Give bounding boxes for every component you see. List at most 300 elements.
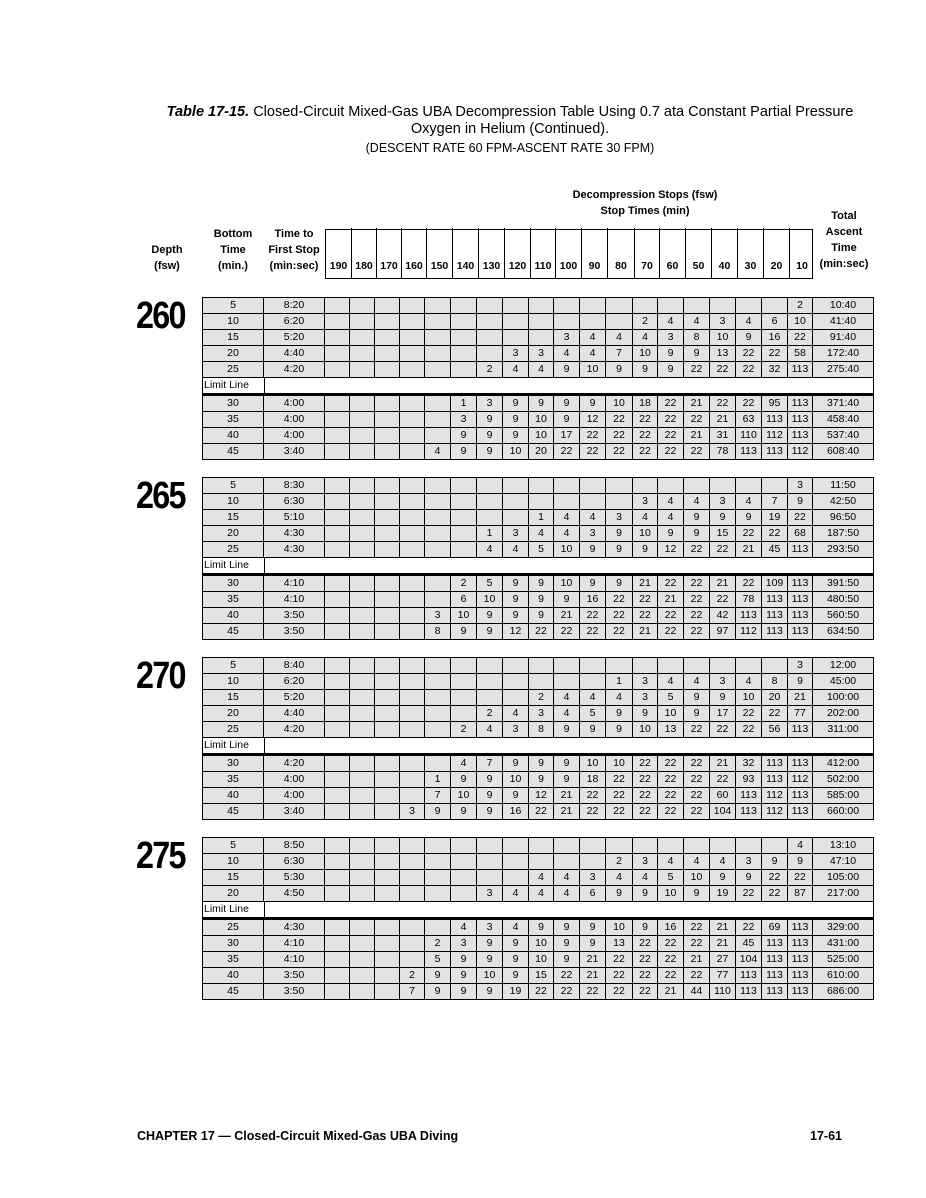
stop-time-cell: 22 bbox=[606, 444, 633, 460]
stop-time-cell: 21 bbox=[710, 936, 736, 952]
stop-time-cell: 3 bbox=[477, 920, 503, 936]
bottom-time-cell: 20 bbox=[202, 346, 264, 362]
stop-time-cell: 112 bbox=[762, 804, 788, 820]
stop-time-cell bbox=[503, 854, 529, 870]
total-time-cell: 412:00 bbox=[813, 756, 874, 772]
stop-depth-190: 190 bbox=[329, 260, 348, 272]
stop-time-cell bbox=[425, 494, 451, 510]
bottom-time-cell: 5 bbox=[202, 657, 264, 674]
stop-time-cell: 113 bbox=[762, 624, 788, 640]
stop-time-cell: 22 bbox=[580, 804, 606, 820]
stop-time-cell: 3 bbox=[580, 870, 606, 886]
stop-time-cell: 9 bbox=[554, 592, 580, 608]
stop-time-cell: 9 bbox=[529, 756, 554, 772]
stop-time-cell: 113 bbox=[762, 756, 788, 772]
stop-time-cell bbox=[400, 412, 425, 428]
stop-time-cell: 9 bbox=[477, 804, 503, 820]
stop-time-cell: 9 bbox=[658, 362, 684, 378]
bottom-time-cell: 35 bbox=[202, 412, 264, 428]
stop-time-cell: 4 bbox=[529, 886, 554, 902]
stop-time-cell: 4 bbox=[736, 314, 762, 330]
stop-time-cell: 9 bbox=[554, 412, 580, 428]
stop-time-cell bbox=[375, 608, 400, 624]
stop-time-cell bbox=[658, 657, 684, 674]
stop-time-cell: 112 bbox=[762, 788, 788, 804]
stop-time-cell bbox=[350, 576, 375, 592]
stop-time-cell: 9 bbox=[451, 952, 477, 968]
stop-time-cell bbox=[736, 657, 762, 674]
total-time-cell: 275:40 bbox=[813, 362, 874, 378]
stop-time-cell: 3 bbox=[400, 804, 425, 820]
stop-time-cell bbox=[375, 804, 400, 820]
stop-time-cell bbox=[633, 657, 658, 674]
stop-time-cell bbox=[477, 297, 503, 314]
stop-time-cell: 9 bbox=[762, 854, 788, 870]
stop-time-cell: 12 bbox=[580, 412, 606, 428]
stop-time-cell: 9 bbox=[503, 936, 529, 952]
stop-time-cell bbox=[580, 494, 606, 510]
first-stop-cell: 6:30 bbox=[264, 494, 325, 510]
stop-time-cell bbox=[503, 657, 529, 674]
stop-time-cell: 22 bbox=[606, 428, 633, 444]
table-row bbox=[202, 428, 874, 444]
stop-time-cell: 12 bbox=[503, 624, 529, 640]
stop-time-cell: 56 bbox=[762, 722, 788, 738]
stop-time-cell: 2 bbox=[477, 706, 503, 722]
stop-time-cell: 10 bbox=[580, 362, 606, 378]
stop-time-cell: 9 bbox=[554, 722, 580, 738]
first-stop-cell: 3:50 bbox=[264, 624, 325, 640]
total-time-cell: 686:00 bbox=[813, 984, 874, 1000]
bottom-time-cell: 40 bbox=[202, 608, 264, 624]
stop-time-cell: 5 bbox=[425, 952, 451, 968]
stop-time-cell bbox=[325, 592, 350, 608]
first-stop-cell: 8:50 bbox=[264, 837, 325, 854]
stop-time-cell bbox=[503, 510, 529, 526]
stop-time-cell: 4 bbox=[684, 854, 710, 870]
stop-time-cell: 9 bbox=[503, 968, 529, 984]
table-title: Closed-Circuit Mixed-Gas UBA Decompression Table Using 0.7 ata Constant Partial Pressure Oxygen in Helium (Continued). bbox=[253, 104, 854, 137]
stop-time-cell: 2 bbox=[606, 854, 633, 870]
stop-time-cell: 9 bbox=[788, 674, 813, 690]
stop-time-cell bbox=[350, 657, 375, 674]
stop-time-cell bbox=[451, 886, 477, 902]
stop-time-cell bbox=[710, 297, 736, 314]
limit-line-row bbox=[202, 558, 874, 576]
stop-time-cell: 3 bbox=[710, 674, 736, 690]
stop-time-cell: 9 bbox=[633, 362, 658, 378]
limit-line-row bbox=[202, 738, 874, 756]
stop-time-cell: 4 bbox=[684, 314, 710, 330]
stop-time-cell: 5 bbox=[580, 706, 606, 722]
first-stop-cell: 4:10 bbox=[264, 952, 325, 968]
stop-time-cell: 9 bbox=[633, 920, 658, 936]
stop-time-cell: 9 bbox=[451, 772, 477, 788]
stop-time-cell bbox=[400, 526, 425, 542]
stop-time-cell: 9 bbox=[684, 346, 710, 362]
stop-time-cell bbox=[400, 362, 425, 378]
bottom-time-cell: 5 bbox=[202, 837, 264, 854]
bottom-time-cell: 35 bbox=[202, 772, 264, 788]
table-row bbox=[202, 657, 874, 674]
table-row bbox=[202, 756, 874, 772]
stop-time-cell: 3 bbox=[503, 526, 529, 542]
stop-time-cell: 9 bbox=[580, 920, 606, 936]
stop-time-cell bbox=[375, 477, 400, 494]
stop-depth-130: 130 bbox=[478, 228, 504, 278]
stop-time-cell: 8 bbox=[529, 722, 554, 738]
first-stop-cell: 4:00 bbox=[264, 396, 325, 412]
stop-time-cell bbox=[477, 674, 503, 690]
stop-depth-170: 170 bbox=[376, 228, 401, 278]
stop-time-cell bbox=[425, 314, 451, 330]
table-row bbox=[202, 936, 874, 952]
stop-time-cell: 113 bbox=[788, 984, 813, 1000]
stop-time-cell: 15 bbox=[710, 526, 736, 542]
total-time-cell: 634:50 bbox=[813, 624, 874, 640]
stop-time-cell: 22 bbox=[633, 772, 658, 788]
stop-time-cell: 22 bbox=[633, 788, 658, 804]
stop-time-cell bbox=[350, 314, 375, 330]
stop-time-cell bbox=[325, 968, 350, 984]
stop-time-cell: 21 bbox=[788, 690, 813, 706]
stop-time-cell: 113 bbox=[788, 968, 813, 984]
stop-time-cell bbox=[350, 330, 375, 346]
stop-time-cell: 22 bbox=[684, 592, 710, 608]
stop-time-cell bbox=[350, 526, 375, 542]
stop-time-cell: 3 bbox=[633, 690, 658, 706]
stop-time-cell bbox=[400, 920, 425, 936]
stop-time-cell bbox=[554, 854, 580, 870]
stop-time-cell: 68 bbox=[788, 526, 813, 542]
stop-time-cell bbox=[375, 494, 400, 510]
stop-time-cell bbox=[350, 412, 375, 428]
stop-time-cell: 113 bbox=[736, 968, 762, 984]
stop-time-cell: 7 bbox=[425, 788, 451, 804]
stop-time-cell bbox=[684, 837, 710, 854]
total-time-cell: 12:00 bbox=[813, 657, 874, 674]
total-time-cell: 480:50 bbox=[813, 592, 874, 608]
stop-time-cell: 3 bbox=[658, 330, 684, 346]
stop-time-cell bbox=[503, 297, 529, 314]
stop-time-cell: 113 bbox=[788, 788, 813, 804]
stop-time-cell: 9 bbox=[425, 984, 451, 1000]
stop-time-cell: 9 bbox=[736, 870, 762, 886]
stop-time-cell: 4 bbox=[529, 870, 554, 886]
depth-label: 275 bbox=[136, 835, 185, 877]
first-stop-cell: 3:50 bbox=[264, 608, 325, 624]
depth-header: Depth (fsw) bbox=[151, 244, 183, 272]
stop-time-cell: 3 bbox=[503, 346, 529, 362]
first-stop-cell: 4:10 bbox=[264, 592, 325, 608]
stop-time-cell: 32 bbox=[736, 756, 762, 772]
stop-time-cell: 22 bbox=[684, 542, 710, 558]
stop-time-cell: 4 bbox=[684, 674, 710, 690]
stop-time-cell bbox=[554, 494, 580, 510]
table-row bbox=[202, 624, 874, 640]
stop-time-cell: 4 bbox=[633, 870, 658, 886]
bottom-time-cell: 30 bbox=[202, 576, 264, 592]
stop-time-cell: 9 bbox=[684, 886, 710, 902]
stop-time-cell: 110 bbox=[736, 428, 762, 444]
stop-time-cell: 9 bbox=[503, 428, 529, 444]
stop-time-cell bbox=[554, 837, 580, 854]
stop-time-cell: 9 bbox=[788, 494, 813, 510]
stop-time-cell: 3 bbox=[477, 886, 503, 902]
stop-time-cell: 9 bbox=[606, 886, 633, 902]
table-row bbox=[202, 854, 874, 870]
stop-time-cell: 22 bbox=[684, 788, 710, 804]
stop-time-cell bbox=[580, 674, 606, 690]
stop-time-cell bbox=[375, 396, 400, 412]
stop-time-cell bbox=[350, 772, 375, 788]
stop-time-cell: 17 bbox=[710, 706, 736, 722]
stop-time-cell bbox=[580, 657, 606, 674]
stop-time-cell: 9 bbox=[451, 984, 477, 1000]
total-time-cell: 311:00 bbox=[813, 722, 874, 738]
stop-time-cell bbox=[580, 297, 606, 314]
stop-time-cell: 22 bbox=[658, 444, 684, 460]
stop-time-cell: 77 bbox=[788, 706, 813, 722]
stop-time-cell: 10 bbox=[710, 330, 736, 346]
stop-time-cell: 9 bbox=[503, 412, 529, 428]
stop-time-cell bbox=[350, 854, 375, 870]
stop-time-cell bbox=[350, 837, 375, 854]
stop-time-cell: 113 bbox=[762, 444, 788, 460]
stop-time-cell: 20 bbox=[762, 690, 788, 706]
stop-time-cell: 3 bbox=[633, 674, 658, 690]
stop-time-cell: 22 bbox=[658, 428, 684, 444]
stop-time-cell: 22 bbox=[580, 608, 606, 624]
stop-time-cell bbox=[325, 657, 350, 674]
table-row bbox=[202, 444, 874, 460]
stop-time-cell: 22 bbox=[658, 608, 684, 624]
stop-time-cell: 22 bbox=[554, 624, 580, 640]
stop-time-cell: 60 bbox=[710, 788, 736, 804]
stop-time-cell bbox=[503, 477, 529, 494]
stop-time-cell: 9 bbox=[658, 346, 684, 362]
stop-time-cell bbox=[350, 722, 375, 738]
stop-time-cell: 4 bbox=[658, 314, 684, 330]
stop-time-cell: 22 bbox=[684, 936, 710, 952]
total-time-cell: 13:10 bbox=[813, 837, 874, 854]
stop-time-cell bbox=[529, 674, 554, 690]
total-time-cell: 585:00 bbox=[813, 788, 874, 804]
stop-time-cell: 9 bbox=[529, 920, 554, 936]
stop-time-cell: 113 bbox=[736, 788, 762, 804]
stop-time-cell: 22 bbox=[762, 346, 788, 362]
bottom-time-cell: 45 bbox=[202, 624, 264, 640]
stop-time-cell bbox=[736, 297, 762, 314]
stop-time-cell bbox=[400, 657, 425, 674]
stop-time-cell: 9 bbox=[503, 788, 529, 804]
stop-time-cell bbox=[350, 804, 375, 820]
stop-time-cell: 9 bbox=[425, 804, 451, 820]
stop-time-cell: 16 bbox=[762, 330, 788, 346]
stop-time-cell: 9 bbox=[580, 542, 606, 558]
stop-time-cell bbox=[425, 920, 451, 936]
stop-time-cell: 22 bbox=[710, 592, 736, 608]
stop-time-cell bbox=[325, 837, 350, 854]
stop-time-cell: 9 bbox=[554, 772, 580, 788]
stop-time-cell: 113 bbox=[762, 412, 788, 428]
stop-time-cell bbox=[350, 870, 375, 886]
stop-time-cell bbox=[451, 510, 477, 526]
total-time-cell: 502:00 bbox=[813, 772, 874, 788]
stop-time-cell: 10 bbox=[736, 690, 762, 706]
stop-time-cell bbox=[451, 690, 477, 706]
stop-time-cell: 10 bbox=[684, 870, 710, 886]
stop-time-cell bbox=[425, 542, 451, 558]
bottom-time-cell: 45 bbox=[202, 804, 264, 820]
stop-time-cell bbox=[425, 886, 451, 902]
stop-time-cell: 22 bbox=[736, 396, 762, 412]
total-time-cell: 100:00 bbox=[813, 690, 874, 706]
stop-time-cell bbox=[350, 968, 375, 984]
stop-time-cell: 3 bbox=[425, 608, 451, 624]
stop-time-cell: 113 bbox=[762, 936, 788, 952]
stop-time-cell: 9 bbox=[529, 772, 554, 788]
table-row bbox=[202, 608, 874, 624]
stop-time-cell: 22 bbox=[580, 428, 606, 444]
stop-time-cell: 113 bbox=[788, 804, 813, 820]
stop-time-cell: 9 bbox=[529, 576, 554, 592]
chapter-footer: CHAPTER 17 — Closed-Circuit Mixed-Gas UBA Diving bbox=[137, 1129, 459, 1143]
first-stop-cell: 8:20 bbox=[264, 297, 325, 314]
stop-time-cell bbox=[580, 854, 606, 870]
table-row bbox=[202, 592, 874, 608]
stop-time-cell bbox=[477, 690, 503, 706]
stop-depth-80: 80 bbox=[607, 228, 634, 278]
stop-time-cell: 22 bbox=[762, 886, 788, 902]
stop-time-cell bbox=[477, 494, 503, 510]
stop-time-cell: 9 bbox=[425, 968, 451, 984]
stop-time-cell: 13 bbox=[658, 722, 684, 738]
stop-time-cell bbox=[350, 984, 375, 1000]
total-time-cell: 202:00 bbox=[813, 706, 874, 722]
stop-time-cell: 2 bbox=[425, 936, 451, 952]
stop-time-cell: 113 bbox=[788, 722, 813, 738]
stop-time-cell: 112 bbox=[788, 772, 813, 788]
stop-time-cell: 4 bbox=[580, 690, 606, 706]
stop-time-cell bbox=[425, 576, 451, 592]
stop-time-cell bbox=[325, 804, 350, 820]
stop-time-cell bbox=[606, 494, 633, 510]
stop-time-cell: 4 bbox=[580, 346, 606, 362]
stop-time-cell bbox=[325, 297, 350, 314]
stop-time-cell: 9 bbox=[554, 920, 580, 936]
stop-time-cell: 22 bbox=[658, 756, 684, 772]
stop-time-cell: 22 bbox=[762, 870, 788, 886]
stop-time-cell: 22 bbox=[606, 788, 633, 804]
total-time-cell: 91:40 bbox=[813, 330, 874, 346]
table-row bbox=[202, 788, 874, 804]
stop-time-cell: 22 bbox=[736, 722, 762, 738]
stop-time-cell: 9 bbox=[477, 936, 503, 952]
stop-time-cell bbox=[325, 772, 350, 788]
stop-time-cell: 113 bbox=[736, 608, 762, 624]
stop-time-cell: 2 bbox=[633, 314, 658, 330]
stop-time-cell bbox=[375, 920, 400, 936]
stop-time-cell: 3 bbox=[710, 314, 736, 330]
stop-time-cell: 17 bbox=[554, 428, 580, 444]
stop-time-cell: 22 bbox=[606, 984, 633, 1000]
bottom-time-cell: 15 bbox=[202, 330, 264, 346]
stop-time-cell: 9 bbox=[710, 870, 736, 886]
stop-time-cell: 4 bbox=[710, 854, 736, 870]
stop-time-cell: 22 bbox=[684, 412, 710, 428]
stop-time-cell bbox=[400, 346, 425, 362]
stop-time-cell bbox=[451, 362, 477, 378]
stop-depth-40: 40 bbox=[711, 228, 737, 278]
stop-time-cell: 22 bbox=[633, 756, 658, 772]
stop-time-cell: 12 bbox=[658, 542, 684, 558]
stop-depth-30: 30 bbox=[737, 228, 763, 278]
stop-time-cell: 4 bbox=[606, 330, 633, 346]
stop-time-cell bbox=[400, 477, 425, 494]
stop-time-cell: 113 bbox=[788, 576, 813, 592]
stop-time-cell bbox=[400, 952, 425, 968]
stop-time-cell: 45 bbox=[762, 542, 788, 558]
stop-time-cell bbox=[350, 788, 375, 804]
stop-time-cell: 9 bbox=[736, 510, 762, 526]
stop-time-cell: 21 bbox=[633, 576, 658, 592]
stop-time-cell bbox=[325, 346, 350, 362]
bottom-time-cell: 25 bbox=[202, 722, 264, 738]
stop-time-cell bbox=[477, 510, 503, 526]
stop-time-cell bbox=[710, 837, 736, 854]
stop-time-cell: 22 bbox=[658, 396, 684, 412]
stop-depth-90: 90 bbox=[581, 228, 607, 278]
first-stop-header: Time to First Stop (min:sec) bbox=[268, 228, 320, 272]
stop-time-cell: 95 bbox=[762, 396, 788, 412]
stop-time-cell bbox=[350, 690, 375, 706]
stop-time-cell: 22 bbox=[529, 804, 554, 820]
stop-time-cell bbox=[375, 870, 400, 886]
bottom-time-cell: 15 bbox=[202, 510, 264, 526]
stop-time-cell bbox=[400, 706, 425, 722]
table-row bbox=[202, 706, 874, 722]
total-time-cell: 105:00 bbox=[813, 870, 874, 886]
total-time-cell: 293:50 bbox=[813, 542, 874, 558]
stop-time-cell: 93 bbox=[736, 772, 762, 788]
stop-time-cell: 9 bbox=[503, 608, 529, 624]
total-time-cell: 458:40 bbox=[813, 412, 874, 428]
stop-time-cell bbox=[375, 690, 400, 706]
stop-depth-60: 60 bbox=[659, 228, 685, 278]
stop-time-cell bbox=[529, 314, 554, 330]
stop-time-cell bbox=[400, 756, 425, 772]
stop-time-cell bbox=[400, 330, 425, 346]
stop-time-cell bbox=[375, 510, 400, 526]
stop-time-cell: 113 bbox=[788, 936, 813, 952]
stop-time-cell: 3 bbox=[788, 477, 813, 494]
page-number: 17-61 bbox=[810, 1129, 842, 1143]
stop-time-cell bbox=[503, 837, 529, 854]
total-time-cell: 608:40 bbox=[813, 444, 874, 460]
limit-line-label: Limit Line bbox=[203, 902, 265, 918]
stop-time-cell: 113 bbox=[788, 756, 813, 772]
stop-time-cell: 9 bbox=[529, 592, 554, 608]
stop-time-cell bbox=[400, 428, 425, 444]
stop-time-cell bbox=[350, 886, 375, 902]
stop-time-cell: 22 bbox=[684, 444, 710, 460]
stop-time-cell bbox=[451, 837, 477, 854]
stop-time-cell: 3 bbox=[529, 706, 554, 722]
stop-time-cell: 21 bbox=[684, 396, 710, 412]
stop-time-cell bbox=[375, 428, 400, 444]
stop-time-cell: 8 bbox=[762, 674, 788, 690]
